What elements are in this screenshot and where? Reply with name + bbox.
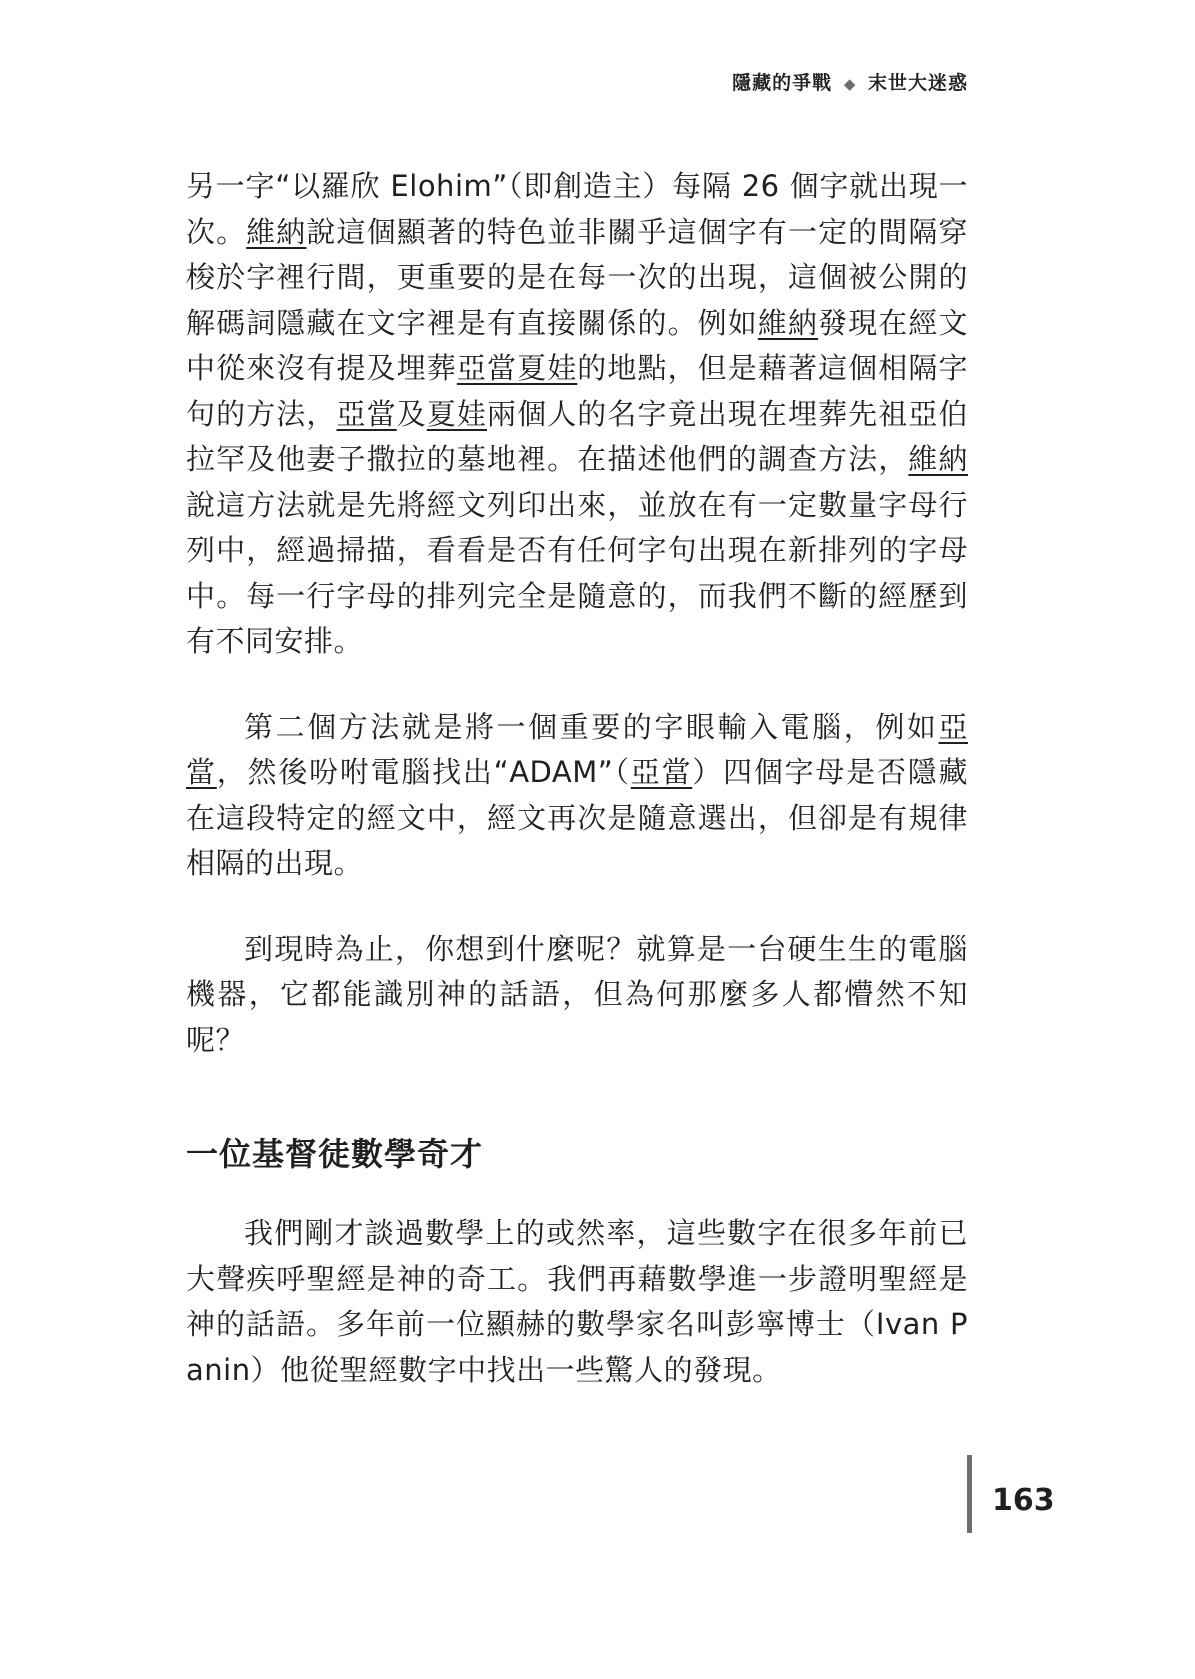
body-paragraph xyxy=(186,164,968,665)
underlined-name: 維納 xyxy=(908,442,968,476)
page-number-rule xyxy=(967,1455,972,1533)
body-paragraph xyxy=(186,705,968,887)
book-title: 隱藏的爭戰 xyxy=(732,72,833,94)
text-run: 發現在經文中從來沒有提及埋葬 xyxy=(186,305,968,385)
running-header xyxy=(732,68,968,95)
underlined-name: 夏娃 xyxy=(426,396,488,431)
page-number: 163 xyxy=(992,1483,1055,1518)
underlined-name: 維納 xyxy=(757,305,819,340)
text-run: 的地點，但是藉著這個相隔字句的方法， xyxy=(186,351,968,431)
chapter-title: 末世大迷惑 xyxy=(867,72,968,94)
paragraph-group-before xyxy=(186,164,968,1063)
underlined-name: 夏娃 xyxy=(517,351,578,385)
text-run: 到現時為止，你想到什麼呢？就算是一台硬生生的電腦機器，它都能識別神的話語，但為何那麼多人都懵然不知呢？ xyxy=(186,931,968,1057)
diamond-separator-icon: ◆ xyxy=(843,75,857,93)
underlined-name: 亞當 xyxy=(456,351,518,385)
text-run: 兩個人的名字竟出現在埋葬先祖亞伯拉罕及他妻子撒拉的墓地裡。在描述他們的調查方法， xyxy=(186,396,968,476)
text-run: 我們剛才談過數學上的或然率，這些數字在很多年前已大聲疾呼聖經是神的奇工。我們再藉數學進一步證明聖經是神的話語。多年前一位顯赫的數學家名叫彭寧博士（Ivan Panin）他從聖經數字中找出一些驚人的發現。 xyxy=(186,1216,968,1387)
page-body xyxy=(186,164,968,1433)
text-run: 說這方法就是先將經文列印出來，並放在有一定數量字母行列中，經過掃描，看看是否有任何字句出現在新排列的字母中。每一行字母的排列完全是隨意的，而我們不斷的經歷到有不同安排。 xyxy=(186,487,968,658)
text-run: 第二個方法就是將一個重要的字眼輸入電腦，例如 xyxy=(244,709,939,744)
paragraph-group-after xyxy=(186,1211,968,1393)
text-run: ，然後吩咐電腦找出“ADAM”（ xyxy=(216,755,631,789)
underlined-name: 亞當 xyxy=(186,709,968,789)
body-paragraph xyxy=(186,1211,968,1393)
text-run: 及 xyxy=(396,396,427,431)
underlined-name: 亞當 xyxy=(336,396,397,431)
text-run: ）四個字母是否隱藏在這段特定的經文中，經文再次是隨意選出，但卻是有規律相隔的出現。 xyxy=(186,755,968,880)
underlined-name: 維納 xyxy=(246,214,307,249)
text-run: 說這個顯著的特色並非關乎這個字有一定的間隔穿梭於字裡行間，更重要的是在每一次的出現，這個被公開的解碼詞隱藏在文字裡是有直接關係的。例如 xyxy=(186,214,968,340)
text-run: 另一字“以羅欣 Elohim”（即創造主）每隔 26 個字就出現一次。 xyxy=(186,169,968,249)
section-heading: 一位基督徒數學奇才 xyxy=(186,1135,484,1173)
body-paragraph xyxy=(186,927,968,1064)
underlined-name: 亞當 xyxy=(630,755,693,789)
